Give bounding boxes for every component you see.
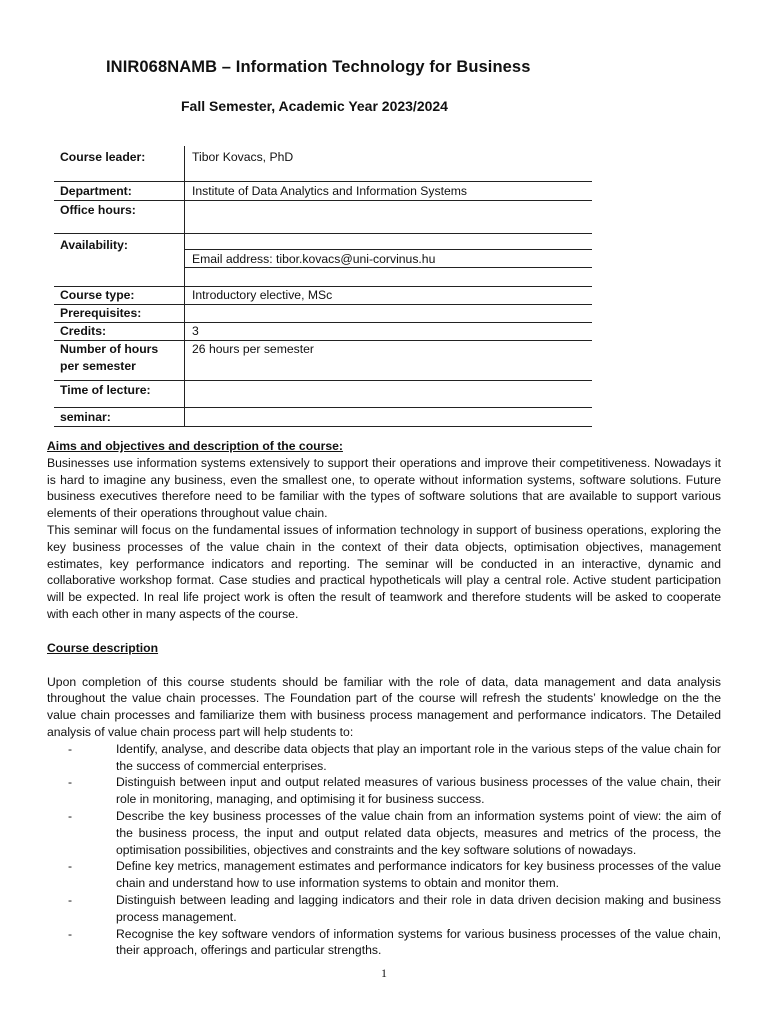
learning-outcomes-list (47, 741, 721, 959)
document-subtitle: Fall Semester, Academic Year 2023/2024 (181, 98, 448, 114)
table-row-lecture (54, 381, 592, 408)
dash-marker: - (68, 775, 73, 790)
page-number: 1 (381, 966, 387, 980)
hours-value: 26 hours per semester (184, 341, 592, 380)
dash-marker: - (68, 926, 73, 941)
email-address: Email address: tibor.kovacs@uni-corvinus.hu (185, 250, 592, 268)
dash-marker: - (68, 892, 73, 907)
seminar-value (184, 408, 592, 426)
hours-label-line-1: Number of hours (60, 342, 159, 356)
table-row-seminar (54, 408, 592, 427)
list-item (47, 858, 721, 892)
table-row-office-hours (54, 201, 592, 234)
prerequisites-value (184, 305, 592, 322)
seminar-label: seminar: (60, 410, 111, 424)
list-item-text: Recognise the key software vendors of information systems for various business processes of the value chain, their approach, offerings and particular strengths. (116, 926, 721, 958)
list-item (47, 926, 721, 960)
course-type-label: Course type: (60, 288, 135, 302)
table-row-prerequisites (54, 305, 592, 323)
list-item (47, 774, 721, 808)
availability-blank-cell (185, 234, 592, 250)
course-type-value: Introductory elective, MSc (184, 287, 592, 304)
availability-cells (184, 234, 592, 286)
list-item-text: Identify, analyse, and describe data objects that play an important role in the various steps of the value chain for the success of commercial enterprises. (116, 741, 721, 773)
list-item (47, 741, 721, 775)
credits-label: Credits: (60, 324, 107, 338)
aims-heading: Aims and objectives and description of the course: (47, 439, 343, 453)
table-row-course-leader (54, 146, 592, 182)
availability-blank-cell (185, 268, 592, 286)
table-row-course-type (54, 287, 592, 305)
list-item-text: Distinguish between input and output related measures of various business processes of the value chain, their role in monitoring, managing, and optimising it for business success. (116, 775, 721, 807)
table-row-department (54, 182, 592, 201)
course-leader-value: Tibor Kovacs, PhD (184, 146, 592, 181)
list-item-text: Describe the key business processes of the value chain from an information systems point of view: the aim of the business process, the input and output related data objects, measures and metrics of the process, the optimisation possibilities, objectives and constraints and the key software solutions of nowadays. (116, 808, 721, 857)
aims-paragraph-1: Businesses use information systems extensively to support their operations and improve their competitiveness. Nowadays it is hard to imagine any business, even the smallest one, to operate without information systems, software solutions. Future business executives therefore need to be familiar with the types of software solutions that are available to support various elements of their operations throughout value chain. (47, 455, 721, 521)
course-description-heading: Course description (47, 640, 159, 655)
aims-paragraph-2: This seminar will focus on the fundamental issues of information technology in support of business operations, exploring the key business processes of the value chain in the context of their data objects, optimisation objectives, management estimates, key performance indicators and reporting. The seminar will be conducted in an interactive, dynamic and collaborative workshop format. Case studies and practical hypotheticals will play a central role. Active student participation will be expected. In real life project work is often the result of teamwork and therefore students will be asked to cooperate with each other in many aspects of the course. (47, 522, 721, 621)
lecture-value (184, 381, 592, 407)
course-info-table (54, 146, 592, 427)
lecture-label: Time of lecture: (60, 383, 151, 397)
dash-marker: - (68, 808, 73, 823)
department-label: Department: (60, 184, 132, 198)
dash-marker: - (68, 859, 73, 874)
department-value: Institute of Data Analytics and Information Systems (184, 182, 592, 200)
office-hours-value (184, 201, 592, 233)
list-item (47, 808, 721, 858)
course-description-paragraph: Upon completion of this course students should be familiar with the role of data, data management and data analysis throughout the value chain processes. The Foundation part of the course will refresh the students’ knowledge on the the value chain processes and familiarize them with business process management and performance indicators. The Detailed analysis of value chain process part will help students to: (47, 674, 721, 739)
course-text-body (47, 438, 721, 959)
credits-value: 3 (184, 323, 592, 340)
hours-label (54, 341, 184, 380)
list-item (47, 892, 721, 926)
table-row-hours (54, 341, 592, 381)
list-item-text: Distinguish between leading and lagging indicators and their role in data driven decision making and business process management. (116, 892, 721, 924)
course-leader-label: Course leader: (60, 150, 146, 164)
availability-label: Availability: (60, 238, 128, 252)
office-hours-label: Office hours: (60, 203, 136, 217)
table-row-credits (54, 323, 592, 341)
prerequisites-label: Prerequisites: (60, 306, 142, 320)
document-title: INIR068NAMB – Information Technology for Business (106, 58, 531, 76)
dash-marker: - (68, 741, 73, 756)
list-item-text: Define key metrics, management estimates and performance indicators for key business processes of the value chain and understand how to use information systems to obtain and monitor them. (116, 859, 721, 891)
table-row-availability (54, 234, 592, 287)
hours-label-line-2: per semester (60, 359, 136, 373)
